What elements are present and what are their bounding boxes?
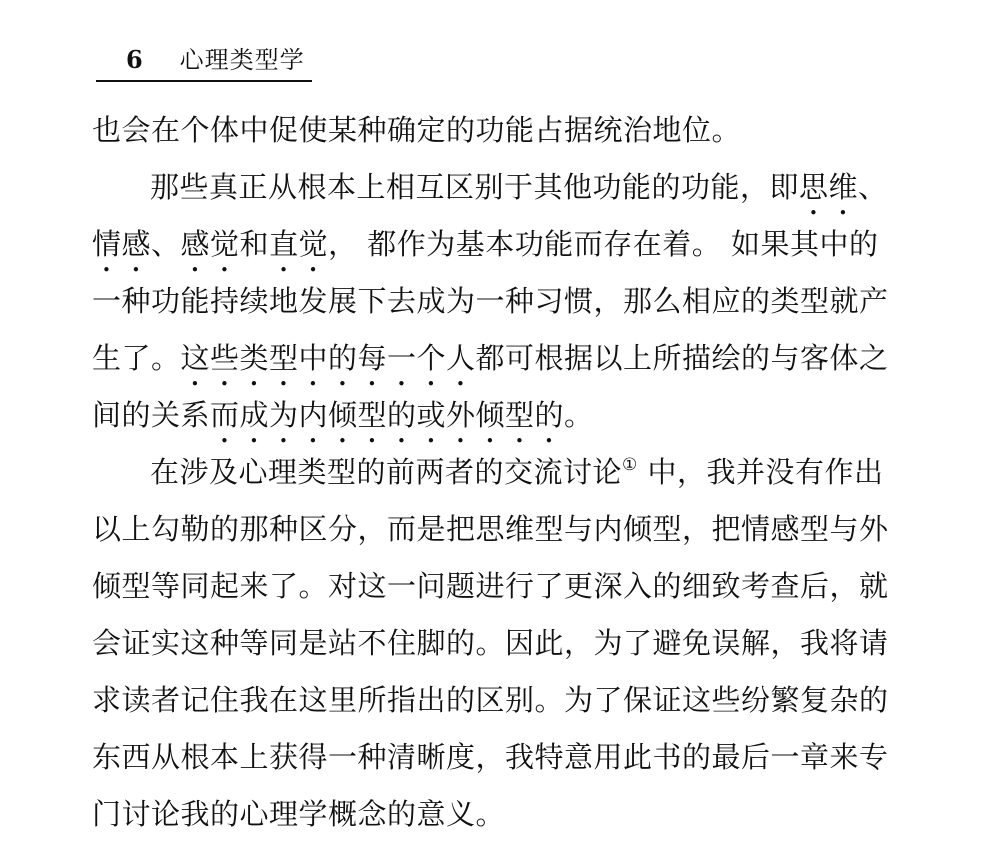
text-line: [92, 450, 942, 507]
text-segment: 会证实这种等同是站不住脚的。因此，为了避免误解，我将请: [92, 626, 889, 660]
text-segment: 以上勾勒的那种区分，而是把思维型与内倾型，把情感型与外: [92, 512, 889, 546]
text-segment: 求读者记住我在这里所指出的区别。为了保证这些纷繁复杂的: [92, 683, 889, 717]
text-segment: 东西从根本上获得一种清晰度，我特意用此书的最后一章来专: [92, 740, 889, 774]
text-line: [92, 336, 942, 393]
text-line: [92, 108, 942, 165]
text-segment: 倾型等同起来了。对这一问题进行了更深入的细致考查后，就: [92, 569, 889, 603]
footnote-marker: ①: [622, 455, 638, 475]
emphasized-text: 而成为内倾型的或外倾型的: [210, 398, 565, 432]
text-segment: 也会在个体中促使某种确定的功能占据统治地位。: [92, 113, 742, 147]
running-header: [96, 42, 312, 82]
emphasized-text: 感觉: [180, 227, 240, 261]
emphasized-text: 情感: [92, 227, 152, 261]
text-line: [92, 165, 942, 222]
text-line: [92, 678, 942, 735]
text-segment: 。: [564, 398, 594, 432]
text-line: [92, 507, 942, 564]
text-segment: 和: [239, 227, 270, 261]
emphasized-text: 这些类型中的每一个人: [180, 341, 476, 375]
text-line: [92, 222, 942, 279]
text-line: [92, 393, 942, 450]
body-text: [92, 108, 942, 849]
text-segment: 一种功能持续地发展下去成为一种习惯，那么相应的类型就产: [92, 284, 889, 318]
text-segment: 在涉及心理类型的前两者的交流讨论: [150, 455, 623, 489]
text-segment: ， 都作为基本功能而存在着。 如果其中的: [328, 227, 879, 261]
text-segment: 间的关系: [92, 398, 211, 432]
text-line: [92, 279, 942, 336]
text-segment: 、: [858, 170, 888, 204]
book-title: 心理类型学: [179, 46, 305, 74]
text-line: [92, 735, 942, 792]
text-line: [92, 564, 942, 621]
text-segment: 门讨论我的心理学概念的意义。: [92, 797, 506, 831]
text-segment: 生了。: [92, 341, 181, 375]
page-number: 6: [126, 45, 143, 74]
text-segment: 中，我并没有作出: [637, 455, 884, 489]
text-line: [92, 792, 942, 849]
text-segment: 、: [151, 227, 181, 261]
emphasized-text: 直觉: [269, 227, 329, 261]
text-line: [92, 621, 942, 678]
text-segment: 那些真正从根本上相互区别于其他功能的功能，即: [150, 170, 800, 204]
text-segment: 都可根据以上所描绘的与客体之: [475, 341, 889, 375]
emphasized-text: 思维: [799, 170, 859, 204]
